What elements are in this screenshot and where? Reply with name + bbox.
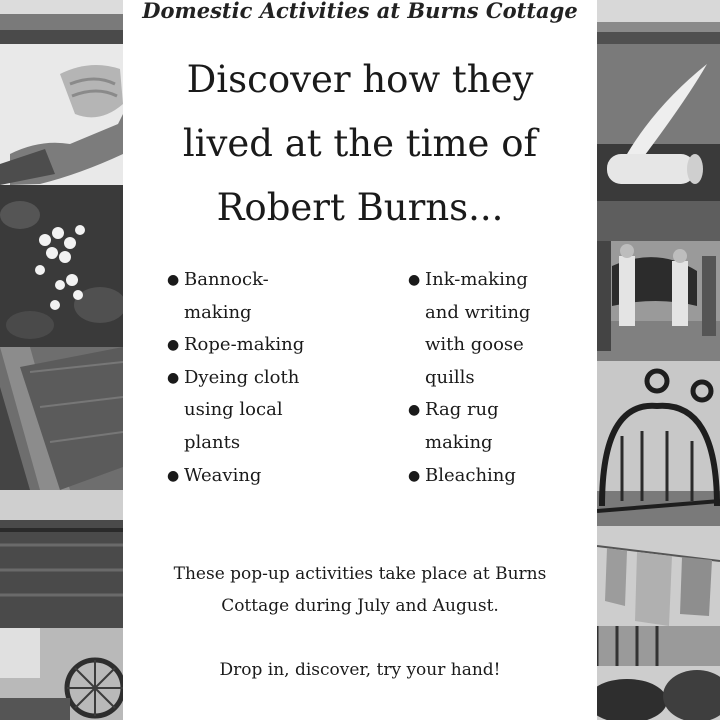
activity-list-left bbox=[167, 264, 337, 492]
list-item bbox=[167, 460, 337, 493]
spinning-wheel-photo bbox=[0, 628, 123, 720]
schedule-line: These pop-up activities take place at Burns bbox=[173, 564, 547, 584]
left-photo-strip bbox=[0, 0, 123, 720]
list-item-line: Ink-making bbox=[425, 269, 528, 290]
list-item bbox=[408, 394, 578, 459]
washing-line-photo bbox=[597, 526, 720, 720]
title-line: Robert Burns... bbox=[216, 186, 504, 229]
list-item-line: quills bbox=[425, 366, 475, 388]
list-item-line: Rag rug bbox=[425, 399, 499, 421]
list-item-line: and writing bbox=[425, 301, 531, 323]
woven-cloth-photo bbox=[0, 347, 123, 490]
list-item-line: Dyeing cloth bbox=[184, 366, 300, 388]
page-subtitle: Domestic Activities at Burns Cottage bbox=[142, 0, 578, 23]
call-to-action: Drop in, discover, try your hand! bbox=[219, 660, 501, 680]
bullet-icon: ● bbox=[408, 467, 421, 484]
list-item-line: Bannock- bbox=[184, 269, 269, 290]
list-item bbox=[408, 460, 578, 493]
schedule-line: Cottage during July and August. bbox=[221, 596, 499, 616]
quill-and-scroll-photo bbox=[597, 44, 720, 201]
list-item bbox=[167, 362, 337, 460]
list-item-line: making bbox=[425, 431, 493, 453]
bullet-icon: ● bbox=[167, 272, 180, 288]
hawthorn-blossom-photo bbox=[0, 185, 123, 347]
list-item-line: plants bbox=[184, 431, 241, 453]
list-item bbox=[408, 264, 578, 394]
knitted-glove-photo bbox=[0, 44, 123, 185]
list-item-line: making bbox=[184, 301, 252, 323]
iron-gate-photo bbox=[597, 361, 720, 526]
list-item-line: Bleaching bbox=[425, 464, 516, 486]
list-item-line: with goose bbox=[425, 334, 524, 356]
content-panel bbox=[123, 0, 597, 720]
list-item-line: Weaving bbox=[184, 464, 262, 486]
list-item bbox=[167, 329, 337, 362]
bullet-icon: ● bbox=[167, 337, 180, 354]
title-line: lived at the time of bbox=[182, 122, 538, 165]
list-item-line: Rope-making bbox=[184, 334, 305, 356]
bullet-icon: ● bbox=[167, 369, 180, 386]
activity-list-right bbox=[408, 264, 578, 492]
cottage-roof-photo bbox=[597, 0, 720, 44]
right-photo-strip bbox=[597, 0, 720, 720]
wooden-chest-photo bbox=[0, 490, 123, 628]
bullet-icon: ● bbox=[408, 272, 421, 288]
title-line: Discover how they bbox=[186, 58, 534, 101]
bullet-icon: ● bbox=[167, 467, 180, 484]
cottage-wall-photo bbox=[0, 0, 123, 44]
list-item bbox=[167, 264, 337, 329]
rug-bearers-photo bbox=[597, 201, 720, 361]
bullet-icon: ● bbox=[408, 402, 421, 419]
list-item-line: using local bbox=[184, 399, 283, 421]
schedule-note bbox=[123, 558, 597, 622]
page-title bbox=[123, 48, 597, 240]
